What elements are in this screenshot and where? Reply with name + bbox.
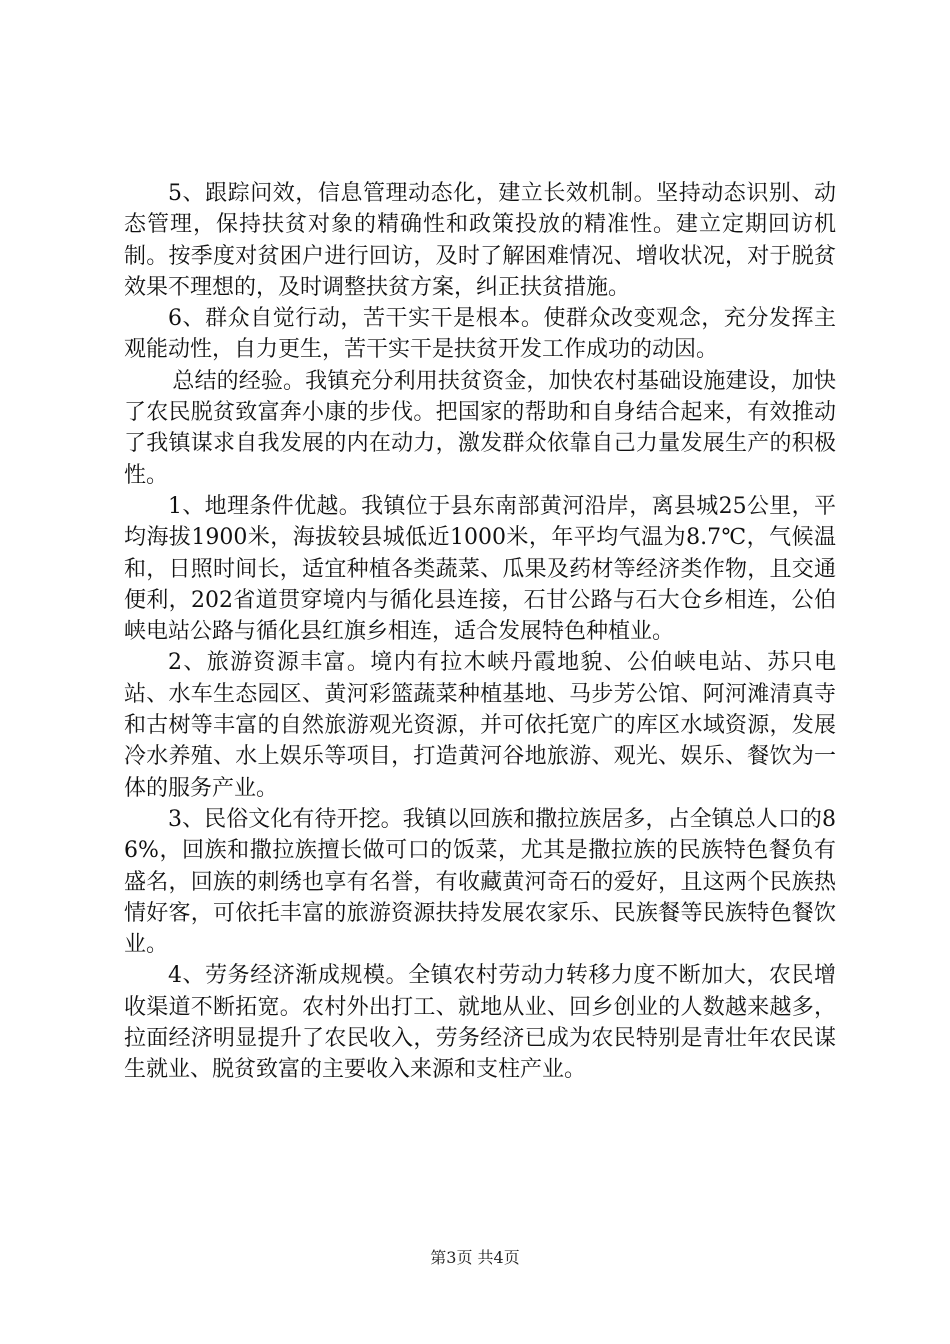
paragraph-item-5: 5、跟踪问效，信息管理动态化，建立长效机制。坚持动态识别、动态管理，保持扶贫对象的精确性和政策投放的精准性。建立定期回访机制。按季度对贫困户进行回访，及时了解困难情况、增收状况，对于脱贫效果不理想的，及时调整扶贫方案，纠正扶贫措施。 (124, 181, 836, 300)
document-body (124, 178, 836, 1086)
paragraph-labor-economy: 4、劳务经济渐成规模。全镇农村劳动力转移力度不断加大，农民增收渠道不断拓宽。农村外出打工、就地从业、回乡创业的人数越来越多，拉面经济明显提升了农民收入，劳务经济已成为农民特别是青壮年农民谋生就业、脱贫致富的主要收入来源和支柱产业。 (124, 963, 836, 1083)
paragraph-tourism: 2、旅游资源丰富。境内有拉木峡丹霞地貌、公伯峡电站、苏只电站、水车生态园区、黄河彩篮蔬菜种植基地、马步芳公馆、阿河滩清真寺和古树等丰富的自然旅游观光资源，并可依托宽广的库区水域资源，发展冷水养殖、水上娱乐等项目，打造黄河谷地旅游、观光、娱乐、餐饮为一体的服务产业。 (124, 650, 836, 801)
paragraph-summary: 总结的经验。我镇充分利用扶贫资金，加快农村基础设施建设，加快了农民脱贫致富奔小康的步伐。把国家的帮助和自身结合起来，有效推动了我镇谋求自我发展的内在动力，激发群众依靠自己力量发展生产的积极性。 (124, 368, 836, 488)
paragraph-geography: 1、地理条件优越。我镇位于县东南部黄河沿岸，离县城25公里，平均海拔1900米，海拔较县城低近1000米，年平均气温为8.7℃，气候温和，日照时间长，适宜种植各类蔬菜、瓜果及药材等经济类作物，且交通便利，202省道贯穿境内与循化县连接，石甘公路与石大仓乡相连，公伯峡电站公路与循化县红旗乡相连，适合发展特色种植业。 (124, 493, 836, 645)
paragraph-folk-culture: 3、民俗文化有待开挖。我镇以回族和撒拉族居多，占全镇总人口的86%，回族和撒拉族擅长做可口的饭菜，尤其是撒拉族的民族特色餐负有盛名，回族的刺绣也享有名誉，有收藏黄河奇石的爱好，且这两个民族热情好客，可依托丰富的旅游资源扶持发展农家乐、民族餐等民族特色餐饮业。 (124, 806, 836, 958)
page-footer: 第3页 共4页 (430, 1248, 520, 1267)
paragraph-item-6: 6、群众自觉行动，苦干实干是根本。使群众改变观念，充分发挥主观能动性，自力更生，苦干实干是扶贫开发工作成功的动因。 (124, 306, 836, 363)
